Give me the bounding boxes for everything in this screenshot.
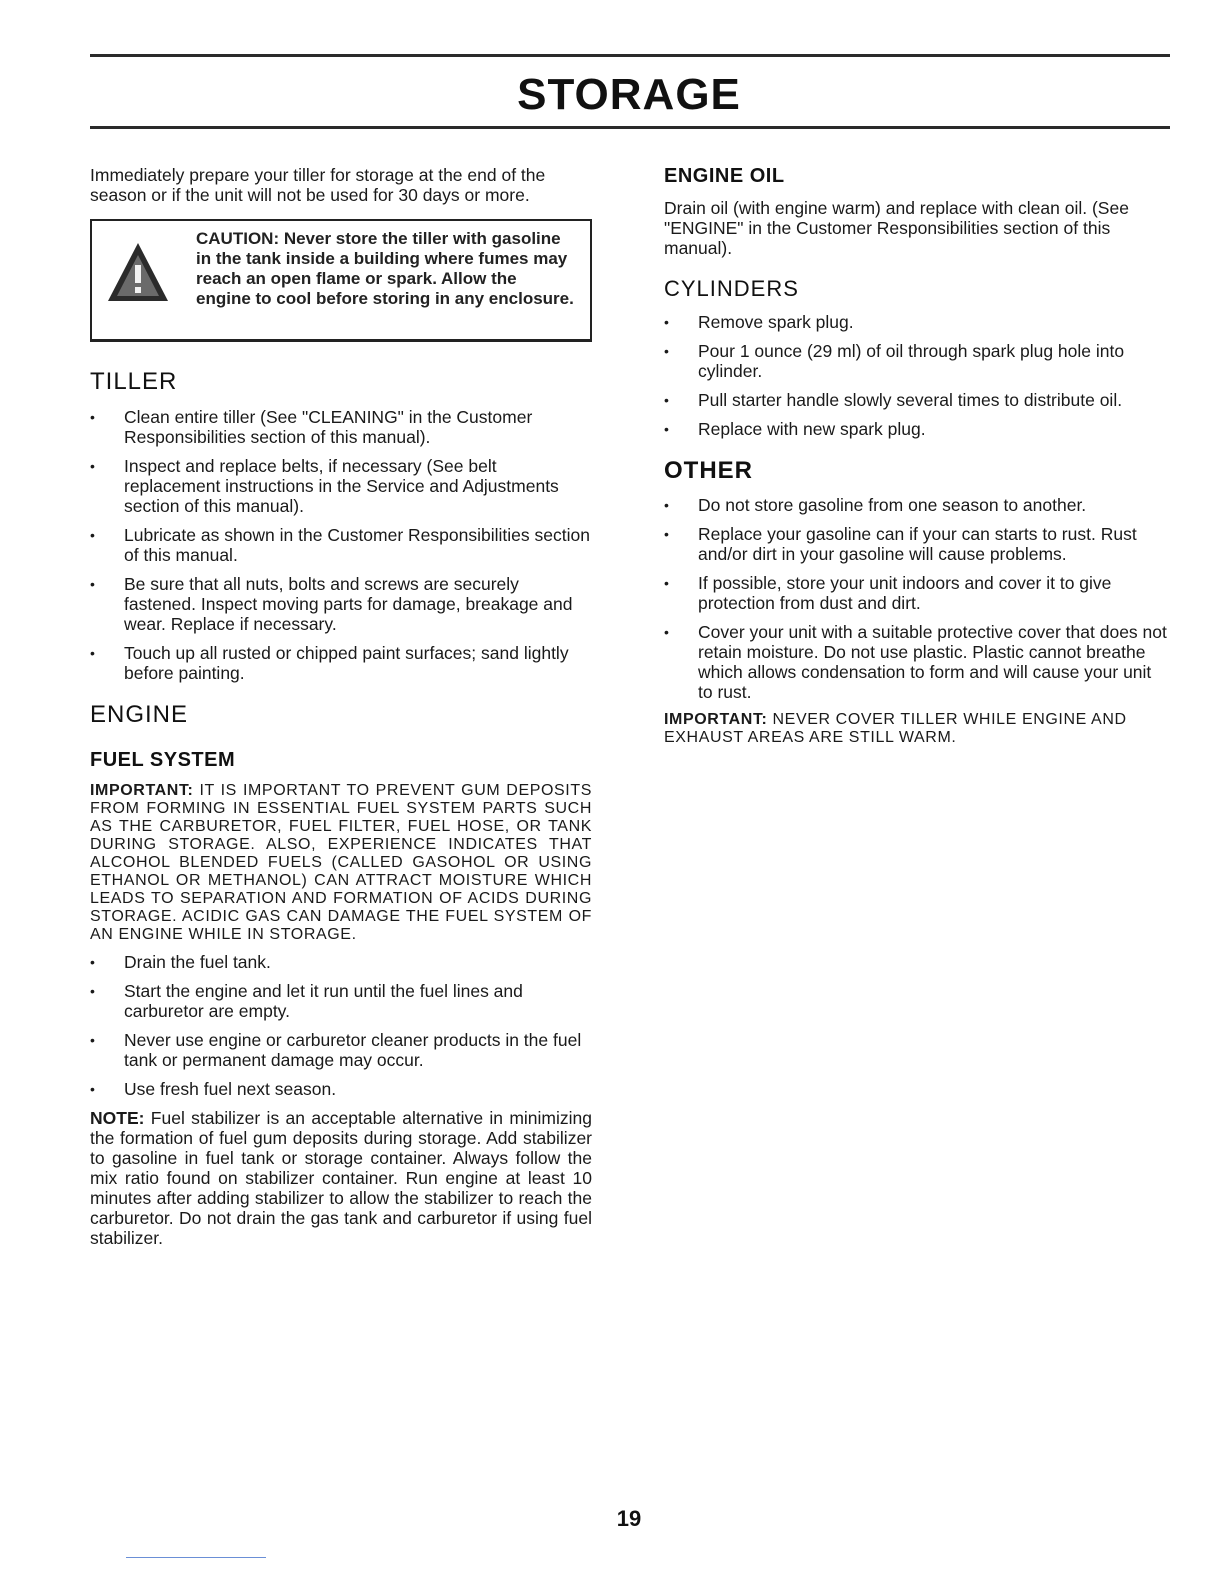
bullet-mark: •: [664, 497, 669, 513]
bullet-mark: •: [664, 575, 669, 591]
list-item: • Inspect and replace belts, if necessary (See belt replacement instructions in the Service and Adjustments section of this manual).: [90, 456, 559, 516]
fuel-note-paragraph: [90, 1108, 592, 1248]
list-item: • Pull starter handle slowly several times to distribute oil.: [664, 390, 1123, 410]
page-title: STORAGE: [517, 70, 741, 119]
other-important-paragraph: [664, 711, 1170, 747]
bullet-mark: •: [90, 1032, 95, 1048]
list-item: • Pour 1 ounce (29 ml) of oil through spark plug hole into cylinder.: [664, 341, 1125, 381]
bullet-mark: •: [90, 527, 95, 543]
bullet-mark: •: [664, 392, 669, 408]
list-item: • Start the engine and let it run until the fuel lines and carburetor are empty.: [90, 981, 523, 1021]
left-column: [90, 165, 592, 1248]
engine-oil-paragraph: Drain oil (with engine warm) and replace with clean oil. (See "ENGINE" in the Customer Responsibilities section of this manual).: [664, 198, 1129, 258]
bullet-mark: •: [664, 314, 669, 330]
bullet-mark: •: [90, 954, 95, 970]
list-item: • Replace with new spark plug.: [664, 419, 926, 439]
list-item: • Do not store gasoline from one season to another.: [664, 495, 1087, 515]
bullet-mark: •: [664, 526, 669, 542]
note-text: Fuel stabilizer is an acceptable alternative in minimizing the formation of fuel gum deposits during storage. Add stabilizer to gasoline in fuel tank or storage container. Always follow the mix ratio found on stabilizer container. Run engine at least 10 minutes after adding stabilizer to allow the stabilizer to reach the carburetor. Do not drain the gas tank and carburetor if using fuel stabilizer.: [90, 1108, 592, 1248]
page-number: 19: [616, 1506, 642, 1531]
list-item: • Lubricate as shown in the Customer Responsibilities section of this manual.: [90, 525, 590, 565]
list-item: • Be sure that all nuts, bolts and screws are securely fastened. Inspect moving parts for damage, breakage and wear. Replace if necessary.: [90, 574, 573, 634]
engine-oil-heading: ENGINE OIL: [664, 165, 785, 187]
engine-heading: ENGINE: [90, 701, 189, 728]
important-text: NEVER COVER TILLER WHILE ENGINE AND EXHAUST AREAS ARE STILL WARM.: [664, 711, 1127, 746]
important-label: IMPORTANT:: [664, 711, 768, 728]
caution-box: [90, 219, 592, 342]
bullet-mark: •: [90, 458, 95, 474]
tiller-list: [90, 407, 592, 683]
bullet-mark: •: [664, 421, 669, 437]
list-item: • Never use engine or carburetor cleaner products in the fuel tank or permanent damage may occur.: [90, 1030, 582, 1070]
bullet-mark: •: [90, 983, 95, 999]
intro-paragraph: Immediately prepare your tiller for storage at the end of the season or if the unit will not be used for 30 days or more.: [90, 165, 546, 205]
list-item: • Replace your gasoline can if your can starts to rust. Rust and/or dirt in your gasoline will cause problems.: [664, 524, 1137, 564]
fuel-system-heading: FUEL SYSTEM: [90, 749, 236, 771]
list-item: • If possible, store your unit indoors and cover it to give protection from dust and dirt.: [664, 573, 1112, 613]
warning-triangle-icon: [106, 241, 170, 303]
bullet-mark: •: [664, 343, 669, 359]
caution-text: CAUTION: Never store the tiller with gasoline in the tank inside a building where fumes may reach an open flame or spark. Allow the engine to cool before storing in any enclosure.: [196, 229, 574, 308]
important-text: IT IS IMPORTANT TO PREVENT GUM DEPOSITS FROM FORMING IN ESSENTIAL FUEL SYSTEM PARTS SUCH AS THE CARBURETOR, FUEL FILTER, FUEL HOSE, OR TANK DURING STORAGE. ALSO, EXPERIENCE INDICATES THAT ALCOHOL BLENDED FUELS (CALLED GASOHOL OR USING ETHANOL OR METHANOL) CAN ATTRACT MOISTURE WHICH LEADS TO SEPARATION AND FORMATION OF ACIDS DURING STORAGE. ACIDIC GAS CAN DAMAGE THE FUEL SYSTEM OF AN ENGINE WHILE IN STORAGE.: [90, 782, 592, 943]
bullet-mark: •: [90, 576, 95, 592]
other-list: [664, 495, 1170, 702]
cylinders-list: [664, 312, 1170, 439]
title-bottom-rule: [90, 126, 1170, 129]
bullet-mark: •: [90, 409, 95, 425]
tiller-heading: TILLER: [90, 368, 178, 395]
bullet-mark: •: [664, 624, 669, 640]
footer-line: [126, 1557, 266, 1558]
list-item: • Remove spark plug.: [664, 312, 854, 332]
fuel-important-paragraph: [90, 782, 592, 944]
list-item: • Cover your unit with a suitable protective cover that does not retain moisture. Do not use plastic. Plastic cannot breathe which allows condensation to form and will cause your unit to rust.: [664, 622, 1167, 702]
top-rule: [90, 54, 1170, 57]
bullet-mark: •: [90, 645, 95, 661]
list-item: • Touch up all rusted or chipped paint surfaces; sand lightly before painting.: [90, 643, 569, 683]
other-heading: OTHER: [664, 457, 753, 484]
right-column: [664, 165, 1170, 747]
list-item: • Use fresh fuel next season.: [90, 1079, 337, 1099]
important-label: IMPORTANT:: [90, 782, 194, 799]
note-label: NOTE:: [90, 1108, 145, 1128]
list-item: • Drain the fuel tank.: [90, 952, 271, 972]
list-item: • Clean entire tiller (See "CLEANING" in the Customer Responsibilities section of this manual).: [90, 407, 533, 447]
fuel-system-list: [90, 952, 592, 1099]
cylinders-heading: CYLINDERS: [664, 276, 799, 301]
bullet-mark: •: [90, 1081, 95, 1097]
